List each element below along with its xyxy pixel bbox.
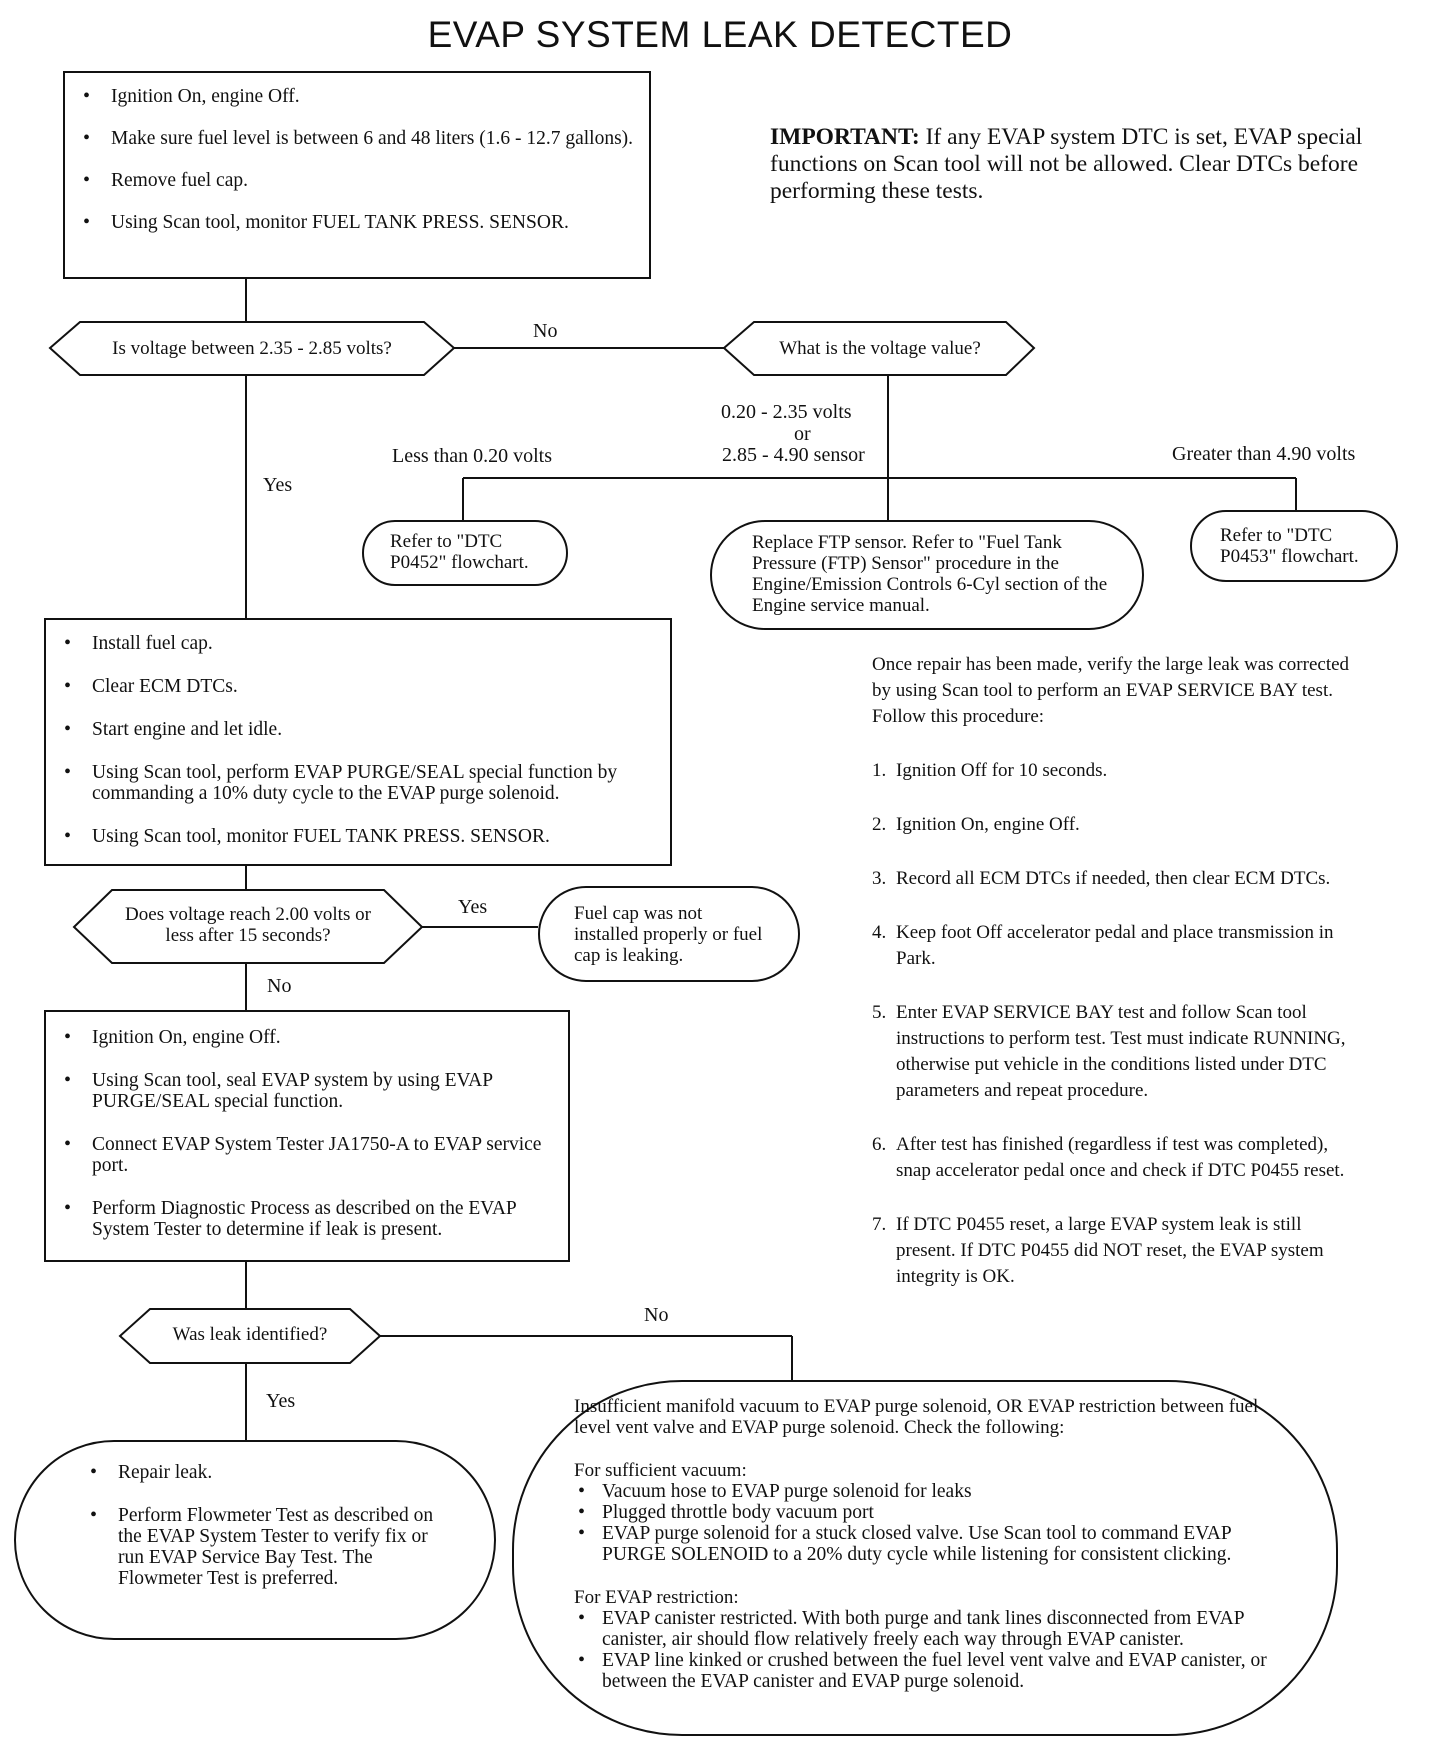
vacuum-item: • Plugged throttle body vacuum port (574, 1502, 1274, 1523)
step-text: Ignition Off for 10 seconds. (896, 760, 1108, 781)
step-text: Keep foot Off accelerator pedal and place transmission in Park. (896, 922, 1334, 969)
end-repair-leak (14, 1440, 496, 1640)
branch-mid-label-1: 0.20 - 2.35 volts (721, 401, 852, 423)
box1-item: • Make sure fuel level is between 6 and 48 liters (1.6 - 12.7 gallons). (79, 128, 635, 149)
procedure-intro: Once repair has been made, verify the large leak was corrected by using Scan tool to perform an EVAP SERVICE BAY test. Follow this procedure: (872, 654, 1350, 727)
step-text: Record all ECM DTCs if needed, then clear ECM DTCs. (896, 868, 1331, 889)
initial-steps-box (63, 71, 651, 279)
box2-item: • Clear ECM DTCs. (60, 676, 656, 697)
box2-item: • Install fuel cap. (60, 633, 656, 654)
box3-item: • Using Scan tool, seal EVAP system by using EVAP PURGE/SEAL special function. (60, 1070, 554, 1112)
end-dtc-p0452 (362, 520, 568, 586)
box1-item: • Ignition On, engine Off. (79, 86, 635, 107)
step-text: After test has finished (regardless if test was completed), snap accelerator pedal once and check if DTC P0455 reset. (896, 1134, 1345, 1181)
decision-voltage-value: What is the voltage value? (779, 338, 981, 359)
decision4-no-label: No (644, 1304, 669, 1326)
vacuum-item: • EVAP purge solenoid for a stuck closed valve. Use Scan tool to command EVAP PURGE SOLENOID to a 20% duty cycle while listening for consistent clicking. (574, 1523, 1274, 1565)
step-number: 7. (872, 1214, 887, 1235)
decision4-yes-label: Yes (266, 1390, 296, 1412)
end-replace-ftp-sensor (710, 520, 1144, 630)
step-text: If DTC P0455 reset, a large EVAP system leak is still present. If DTC P0455 did NOT reset, the EVAP system integrity is OK. (896, 1214, 1324, 1287)
step-text: Enter EVAP SERVICE BAY test and follow Scan tool instructions to perform test. Test must indicate RUNNING, otherwise put vehicle in the conditions listed under DTC parameters and repeat procedure. (896, 1002, 1346, 1101)
step-number: 5. (872, 1002, 887, 1023)
box3-item: • Ignition On, engine Off. (60, 1027, 554, 1048)
box3-item: • Connect EVAP System Tester JA1750-A to EVAP service port. (60, 1134, 554, 1176)
step-number: 3. (872, 868, 887, 889)
important-label: IMPORTANT: (770, 124, 920, 150)
end-replace-ftp-sensor-text: Replace FTP sensor. Refer to "Fuel Tank Pressure (FTP) Sensor" procedure in the Engine/Emission Controls 6-Cyl section of the Engine service manual. (752, 532, 1108, 616)
end-dtc-p0452-text: Refer to "DTC P0452" flowchart. (390, 531, 529, 573)
decision1-yes-label: Yes (263, 474, 293, 496)
decision-voltage-range: Is voltage between 2.35 - 2.85 volts? (112, 338, 392, 359)
vacuum-intro: Insufficient manifold vacuum to EVAP purge solenoid, OR EVAP restriction between fuel level vent valve and EVAP purge solenoid. Check the following: (574, 1396, 1259, 1438)
vacuum-item: • Vacuum hose to EVAP purge solenoid for leaks (574, 1481, 1274, 1502)
end-fuel-cap-leaking (538, 886, 800, 982)
important-text: If any EVAP system DTC is set, EVAP special functions on Scan tool will not be allowed. Clear DTCs before performing these tests. (770, 124, 1363, 204)
page-title: EVAP SYSTEM LEAK DETECTED (427, 14, 1013, 55)
step-number: 2. (872, 814, 887, 835)
box3-item: • Perform Diagnostic Process as described on the EVAP System Tester to determine if leak is present. (60, 1198, 554, 1240)
procedure-step (872, 1000, 1362, 1104)
procedure-step (872, 866, 1362, 892)
end-dtc-p0453-text: Refer to "DTC P0453" flowchart. (1220, 525, 1359, 567)
restriction-item: • EVAP line kinked or crushed between the fuel level vent valve and EVAP canister, or between the EVAP canister and EVAP purge solenoid. (574, 1650, 1284, 1692)
purge-test-box (44, 618, 672, 866)
end-dtc-p0453 (1190, 510, 1398, 582)
repair-item: • Repair leak. (86, 1462, 456, 1483)
decision-voltage-reach: Does voltage reach 2.00 volts or less after 15 seconds? (125, 904, 371, 946)
box2-item: • Using Scan tool, monitor FUEL TANK PRESS. SENSOR. (60, 826, 656, 847)
end-fuel-cap-leaking-text: Fuel cap was not installed properly or fuel cap is leaking. (574, 903, 763, 966)
procedure-step (872, 812, 1362, 838)
step-number: 6. (872, 1134, 887, 1155)
box2-item: • Using Scan tool, perform EVAP PURGE/SEAL special function by commanding a 10% duty cycle to the EVAP purge solenoid. (60, 762, 656, 804)
box1-item: • Using Scan tool, monitor FUEL TANK PRESS. SENSOR. (79, 212, 635, 233)
decision-leak-identified: Was leak identified? (172, 1324, 328, 1345)
branch-mid-label-3: 2.85 - 4.90 sensor (722, 444, 865, 466)
restriction-item: • EVAP canister restricted. With both purge and tank lines disconnected from EVAP canister, air should flow relatively freely each way through EVAP canister. (574, 1608, 1284, 1650)
step-number: 4. (872, 922, 887, 943)
end-vacuum-restriction (512, 1380, 1338, 1736)
branch-mid-label-2: or (794, 423, 811, 445)
decision3-no-label: No (267, 975, 292, 997)
step-text: Ignition On, engine Off. (896, 814, 1080, 835)
box2-item: • Start engine and let idle. (60, 719, 656, 740)
decision1-no-label: No (533, 320, 558, 342)
procedure-step (872, 1132, 1362, 1184)
important-note (770, 124, 1370, 205)
procedure-step (872, 1212, 1362, 1290)
evap-tester-box (44, 1010, 570, 1262)
repair-item: • Perform Flowmeter Test as described on the EVAP System Tester to verify fix or run EVAP Service Bay Test. The Flowmeter Test is preferred. (86, 1505, 456, 1589)
restriction-heading: For EVAP restriction: (574, 1587, 739, 1608)
procedure-step (872, 920, 1362, 972)
vacuum-heading: For sufficient vacuum: (574, 1460, 747, 1481)
step-number: 1. (872, 760, 887, 781)
service-bay-procedure (872, 652, 1362, 1318)
branch-less-than-label: Less than 0.20 volts (392, 445, 552, 467)
branch-greater-than-label: Greater than 4.90 volts (1172, 443, 1356, 465)
decision3-yes-label: Yes (458, 896, 488, 918)
procedure-step (872, 758, 1362, 784)
box1-item: • Remove fuel cap. (79, 170, 635, 191)
